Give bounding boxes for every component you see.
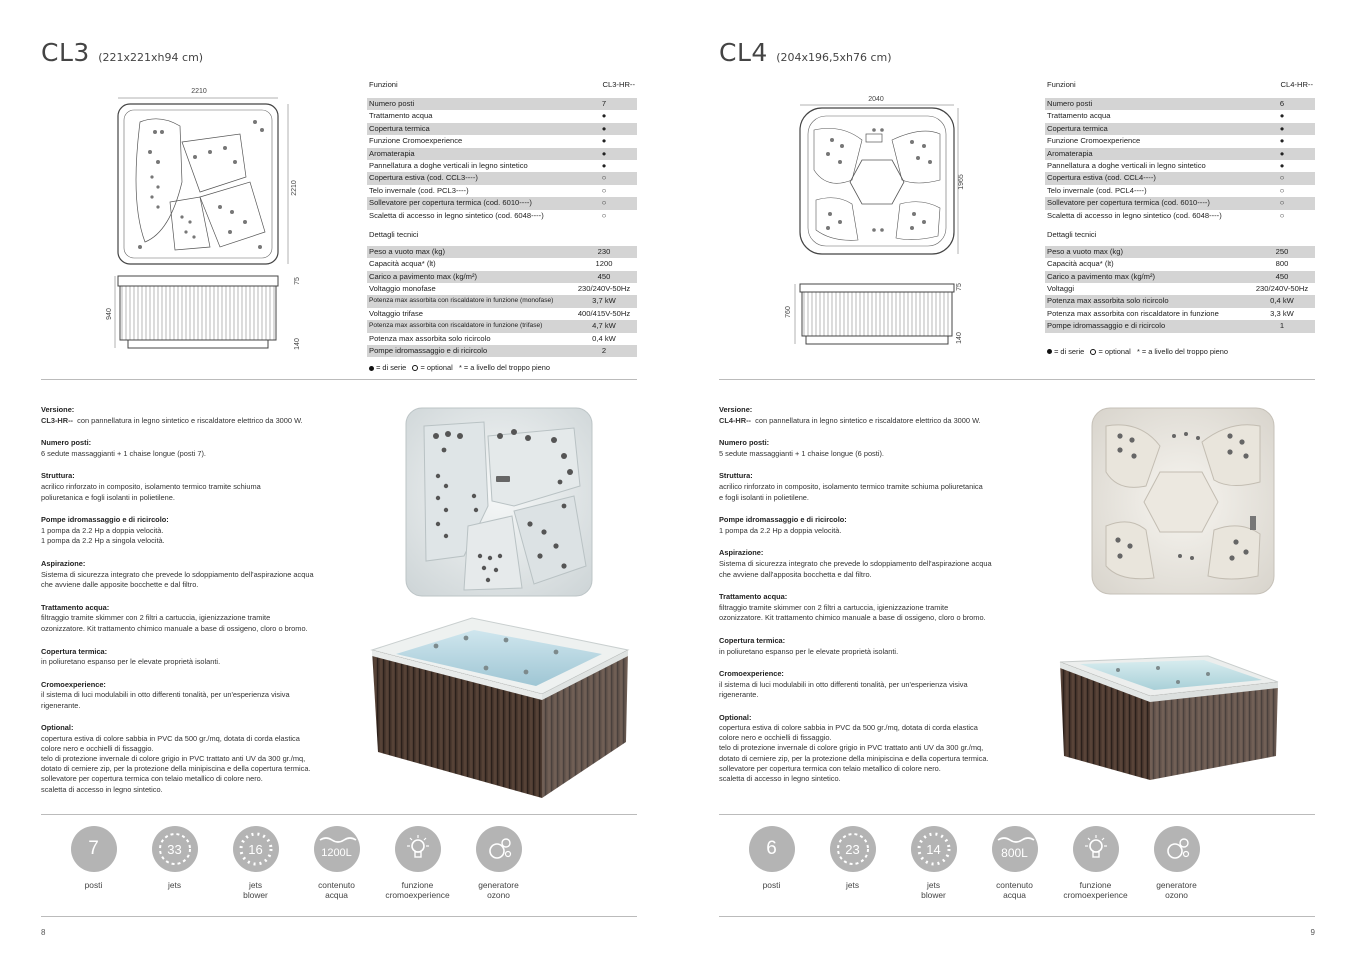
dim-width: 2040: [868, 96, 884, 103]
ozone-icon: [1154, 826, 1200, 872]
feature-seats: 7 posti: [53, 826, 134, 900]
page-number: 8: [41, 928, 46, 937]
optional-dot-icon: [412, 365, 418, 371]
model-dimensions: (204x196,5xh76 cm): [776, 51, 892, 64]
spec-row: Copertura estiva (cod. CCL4----) ○: [1045, 172, 1315, 184]
spec-row: Scaletta di accesso in legno sintetico (cod. 6048----) ○: [369, 210, 607, 220]
tech-row: Capacità acqua* (lt) 1200: [369, 259, 613, 269]
side-view-panel: [120, 286, 276, 340]
legend: = di serie = optional * = a livello del troppo pieno: [1045, 347, 1315, 356]
spec-header-label: Funzioni: [1047, 80, 1076, 89]
spec-row: Funzione Cromoexperience ●: [369, 136, 607, 146]
bulb-icon: [1073, 826, 1119, 872]
divider: [41, 916, 637, 917]
tech-row: Voltaggio trifase 400/415V-50Hz: [369, 308, 631, 318]
dim-base: 140: [294, 338, 301, 350]
dim-skirt: 75: [294, 277, 301, 285]
dim-skirt: 75: [956, 283, 963, 291]
description: Versione: CL3-HR-- con pannellatura in legno sintetico e riscaldatore elettrico da 3000 W. Numero posti: 6 sedute massaggianti + 1 chaise longue (posti 7). Struttura: acrilico rinforzato in composito, isolamento termico tramite schiuma poliuretanica e fogli isolanti in polietilene. Pompe idromassaggio e di ricircolo: 1 pompa da 2.2 Hp a doppia velocità. 1 pompa da 2.2 Hp a singola velocità. Aspirazione: Sistema di sicurezza integrato che prevede lo sdoppiamento dell'aspirazione acqua che avviene dalle apposite bocchette e dal filtro. Trattamento acqua: filtraggio tramite skimmer con 2 filtri a cartuccia, igienizzazione tramite ozonizzatore. Kit trattamento chimico manuale a base di ossigeno, cloro o bromo. Copertura termica: in poliuretano espanso per le elevate proprietà isolanti. Cromoexperience: il sistema di luci modulabili in otto differenti tonalità, per un'esperienza visiva rigenerante. Optional: copertura estiva di colore sabbia in PVC da 500 gr./mq, dotata di corda elastica colore nero e occhielli di fissaggio. telo di protezione invernale di colore grigio in PVC trattato anti UV da 300 gr./mq, dotato di cerniere zip, per la protezione della minipiscina e della copertura termica. sollevatore per copertura termica con telaio metallico di colore nero. scaletta di accesso in legno sintetico.: [41, 405, 314, 794]
tech-row: Voltaggi 230/240V-50Hz: [1047, 284, 1309, 294]
tech-row: Potenza max assorbita solo ricircolo 0,4 kW: [1045, 295, 1315, 307]
divider: [41, 379, 637, 380]
model-name: CL4: [719, 38, 768, 67]
spec-row: Funzione Cromoexperience ●: [1047, 136, 1285, 146]
feature-ozone: generatore ozono: [1136, 826, 1217, 900]
side-view-panel: [802, 292, 952, 336]
model-title: [41, 38, 203, 67]
blower-icon: 14: [911, 826, 957, 872]
feature-cromo: funzione cromoexperience: [377, 826, 458, 900]
spec-header-label: Funzioni: [369, 80, 398, 89]
spec-row: Scaletta di accesso in legno sintetico (cod. 6048----) ○: [1047, 210, 1285, 220]
spa-top-photo: [1090, 406, 1276, 596]
spec-row: Pannellatura a doghe verticali in legno sintetico ●: [1047, 160, 1285, 170]
jets-icon: 23: [830, 826, 876, 872]
spec-row: Pannellatura a doghe verticali in legno sintetico ●: [369, 160, 607, 170]
spec-row: Copertura estiva (cod. CCL3----) ○: [367, 172, 637, 184]
tech-row: Peso a vuoto max (kg) 250: [1045, 246, 1315, 258]
divider: [719, 814, 1315, 815]
feature-blower: 16 jets blower: [215, 826, 296, 900]
spec-row: Trattamento acqua ●: [369, 111, 607, 121]
top-view: [118, 104, 278, 264]
page-cl4: [678, 0, 1356, 959]
legend: = di serie = optional * = a livello del troppo pieno: [367, 363, 637, 372]
dim-depth: 1965: [958, 174, 965, 190]
tech-row: Potenza max assorbita con riscaldatore in funzione (monofase) 3,7 kW: [367, 295, 637, 307]
dim-depth: 2210: [291, 180, 298, 196]
spec-row: Aromaterapia ●: [1045, 148, 1315, 160]
spec-row: Telo invernale (cod. PCL3----) ○: [369, 185, 607, 195]
tech-title: Dettagli tecnici: [369, 229, 419, 239]
spa-top-photo: [404, 406, 594, 598]
model-name: CL3: [41, 38, 90, 67]
spec-header: [1045, 78, 1315, 92]
feature-jets: 23 jets: [812, 826, 893, 900]
optional-dot-icon: [1090, 349, 1096, 355]
blower-icon: 16: [233, 826, 279, 872]
spec-row: Copertura termica ●: [367, 123, 637, 135]
standard-dot-icon: [1047, 349, 1052, 354]
model-dimensions: (221x221xh94 cm): [98, 51, 204, 64]
water-icon: 1200L: [314, 826, 360, 872]
spec-row: Copertura termica ●: [1045, 123, 1315, 135]
spec-row: Sollevatore per copertura termica (cod. 6010----) ○: [1045, 197, 1315, 209]
spec-row: Trattamento acqua ●: [1047, 111, 1285, 121]
tech-row: Peso a vuoto max (kg) 230: [367, 246, 637, 258]
dim-height: 760: [785, 306, 792, 318]
side-view-top: [800, 284, 954, 292]
technical-drawing: [100, 82, 315, 357]
feature-cromo: funzione cromoexperience: [1055, 826, 1136, 900]
model-title: [719, 38, 892, 67]
feature-icons: [53, 826, 539, 900]
spec-row: Sollevatore per copertura termica (cod. 6010----) ○: [367, 197, 637, 209]
feature-ozone: generatore ozono: [458, 826, 539, 900]
feature-blower: 14 jets blower: [893, 826, 974, 900]
dim-base: 140: [956, 332, 963, 344]
feature-icons: [731, 826, 1217, 900]
page-number: 9: [1310, 928, 1315, 937]
spec-table: [1045, 78, 1315, 356]
tech-row: Carico a pavimento max (kg/m²) 450: [367, 271, 637, 283]
spec-header-code: CL4-HR--: [1280, 80, 1313, 89]
spa-perspective-photo: [366, 612, 630, 800]
tech-row: Voltaggio monofase 230/240V-50Hz: [369, 284, 631, 294]
spec-row: Aromaterapia ●: [367, 148, 637, 160]
dim-width: 2210: [191, 88, 207, 95]
tech-title: Dettagli tecnici: [1047, 229, 1097, 239]
feature-water: 1200L contenuto acqua: [296, 826, 377, 900]
divider: [41, 814, 637, 815]
ozone-icon: [476, 826, 522, 872]
tech-row: Capacità acqua* (lt) 800: [1047, 259, 1289, 269]
spec-row: Numero posti 7: [367, 98, 637, 110]
feature-jets: 33 jets: [134, 826, 215, 900]
tech-row: Pompe idromassaggio e di ricircolo 2: [367, 345, 637, 357]
description: Versione: CL4-HR-- con pannellatura in legno sintetico e riscaldatore elettrico da 3000 W. Numero posti: 5 sedute massaggianti + 1 chaise longue (6 posti). Struttura: acrilico rinforzato in composito, isolamento termico tramite schiuma poliuretanica e fogli isolanti in polietilene. Pompe idromassaggio e di ricircolo: 1 pompa da 2.2 Hp a doppia velocità. Aspirazione: Sistema di sicurezza integrato che prevede lo sdoppiamento dell'aspirazione acqua che avviene dall'apposita bocchetta e dal filtro. Trattamento acqua: filtraggio tramite skimmer con 2 filtri a cartuccia, igienizzazione tramite ozonizzatore. Kit trattamento chimico manuale a base di ossigeno, cloro o bromo. Copertura termica: in poliuretano espanso per le elevate proprietà isolanti. Cromoexperience: il sistema di luci modulabili in otto differenti tonalità, per un'esperienza visiva rigenerante. Optional: copertura estiva di colore sabbia in PVC da 500 gr./mq, dotata di corda elastica colore nero e occhielli di fissaggio. telo di protezione invernale di colore grigio in PVC trattato anti UV da 300 gr./mq, dotato di cerniere zip, per la protezione della minipiscina e della copertura termica. sollevatore per copertura termica con telaio metallico di colore nero. scaletta di accesso in legno sintetico.: [719, 405, 992, 784]
divider: [719, 379, 1315, 380]
feature-seats: 6 posti: [731, 826, 812, 900]
water-icon: 800L: [992, 826, 1038, 872]
tech-row: Potenza max assorbita solo ricircolo 0,4 kW: [369, 333, 616, 343]
tech-row: Carico a pavimento max (kg/m²) 450: [1045, 271, 1315, 283]
dim-height: 940: [106, 308, 113, 320]
bulb-icon: [395, 826, 441, 872]
standard-dot-icon: [369, 366, 374, 371]
spec-header: [367, 78, 637, 92]
technical-drawing: [782, 90, 992, 352]
spec-table: [367, 78, 637, 372]
side-view-top: [118, 276, 278, 286]
spec-row: Numero posti 6: [1045, 98, 1315, 110]
tech-row: Potenza max assorbita con riscaldatore in funzione 3,3 kW: [1047, 308, 1294, 318]
spec-header-code: CL3-HR--: [602, 80, 635, 89]
jets-icon: 33: [152, 826, 198, 872]
tech-row: Potenza max assorbita con riscaldatore in funzione (trifase) 4,7 kW: [367, 320, 637, 332]
seat-icon: 7: [71, 826, 117, 872]
top-view: [800, 108, 954, 254]
seat-icon: 6: [749, 826, 795, 872]
feature-water: 800L contenuto acqua: [974, 826, 1055, 900]
spec-row: Telo invernale (cod. PCL4----) ○: [1047, 185, 1285, 195]
divider: [719, 916, 1315, 917]
spa-perspective-photo: [1058, 652, 1280, 782]
tech-row: Pompe idromassaggio e di ricircolo 1: [1045, 320, 1315, 332]
